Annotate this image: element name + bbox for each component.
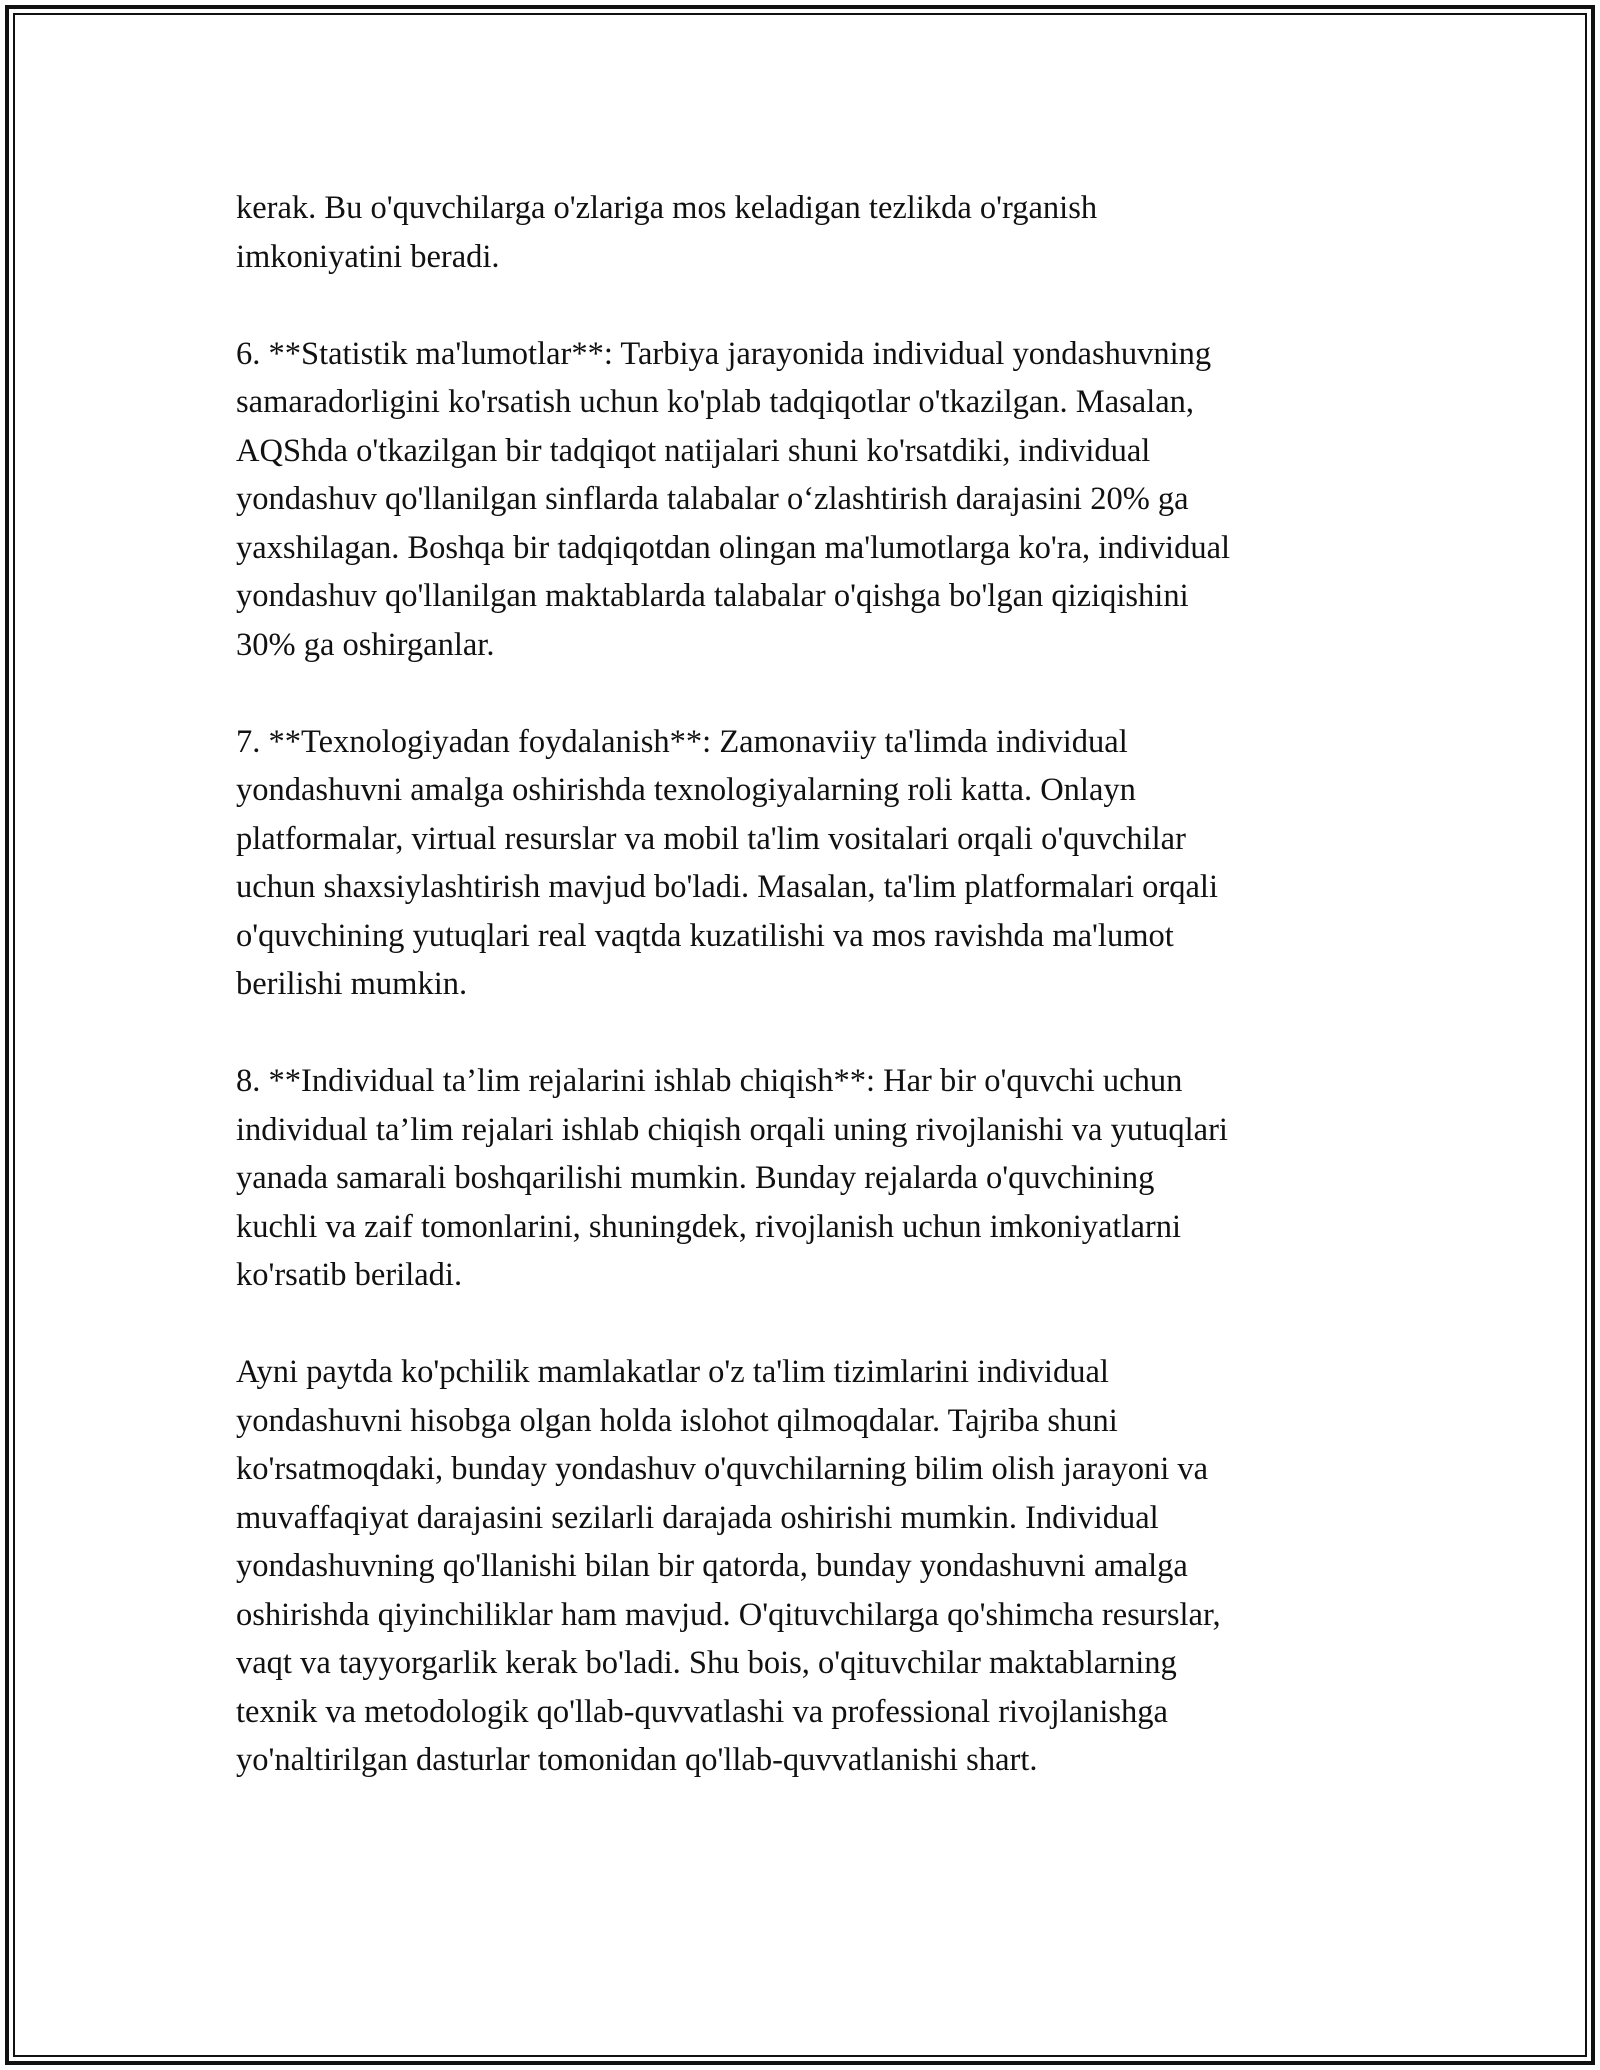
- text-line: uchun shaxsiylashtirish mavjud bo'ladi. Masalan, ta'lim platformalari orqali: [236, 869, 1218, 905]
- paragraph-technology: [236, 718, 1386, 1009]
- text-line: individual ta’lim rejalari ishlab chiqish orqali uning rivojlanishi va yutuqlari: [236, 1111, 1228, 1148]
- text-line: yo'naltirilgan dasturlar tomonidan qo'llab-quvvatlanishi shart.: [236, 1742, 1038, 1778]
- text-line: yondashuvni hisobga olgan holda islohot qilmoqdalar. Tajriba shuni: [236, 1402, 1118, 1439]
- text-line: AQShda o'tkazilgan bir tadqiqot natijalari shuni ko'rsatdiki, individual: [236, 432, 1151, 469]
- text-line: platformalar, virtual resurslar va mobil ta'lim vositalari orqali o'quvchilar: [236, 820, 1186, 857]
- text-line: muvaffaqiyat darajasini sezilarli darajada oshirishi mumkin. Individual: [236, 1499, 1159, 1536]
- text-line: 30% ga oshirganlar.: [236, 626, 495, 663]
- text-line: kuchli va zaif tomonlarini, shuningdek, rivojlanish uchun imkoniyatlarni: [236, 1208, 1182, 1245]
- text-line: 8. **Individual ta’lim rejalarini ishlab chiqish**: Har bir o'quvchi uchun: [236, 1063, 1183, 1099]
- text-line: yaxshilagan. Boshqa bir tadqiqotdan olingan ma'lumotlarga ko'ra, individual: [236, 529, 1231, 566]
- document-body: [236, 184, 1386, 1785]
- text-line: texnik va metodologik qo'llab-quvvatlashi va professional rivojlanishga: [236, 1693, 1168, 1730]
- paragraph-individual-plans: [236, 1057, 1386, 1300]
- text-line: oshirishda qiyinchiliklar ham mavjud. O'qituvchilarga qo'shimcha resurslar,: [236, 1596, 1221, 1633]
- paragraph-statistics: [236, 330, 1386, 670]
- text-line: kerak. Bu o'quvchilarga o'zlariga mos keladigan tezlikda o'rganish: [236, 190, 1098, 226]
- text-line: yondashuvni amalga oshirishda texnologiyalarning roli katta. Onlayn: [236, 772, 1136, 808]
- text-line: ko'rsatib beriladi.: [236, 1257, 463, 1293]
- text-line: vaqt va tayyorgarlik kerak bo'ladi. Shu bois, o'qituvchilar maktablarning: [236, 1645, 1177, 1681]
- text-line: Ayni paytda ko'pchilik mamlakatlar o'z ta'lim tizimlarini individual: [236, 1354, 1109, 1390]
- text-line: yondashuv qo'llanilgan sinflarda talabalar o‘zlashtirish darajasini 20% ga: [236, 481, 1189, 517]
- text-line: yondashuv qo'llanilgan maktablarda talabalar o'qishga bo'lgan qiziqishini: [236, 578, 1189, 614]
- text-line: 6. **Statistik ma'lumotlar**: Tarbiya jarayonida individual yondashuvning: [236, 335, 1212, 372]
- text-line: imkoniyatini beradi.: [236, 238, 500, 275]
- text-line: berilishi mumkin.: [236, 966, 468, 1002]
- paragraph-conclusion: [236, 1348, 1386, 1785]
- paragraph-continuation: [236, 184, 1386, 281]
- text-line: samaradorligini ko'rsatish uchun ko'plab tadqiqotlar o'tkazilgan. Masalan,: [236, 384, 1195, 420]
- text-line: ko'rsatmoqdaki, bunday yondashuv o'quvchilarning bilim olish jarayoni va: [236, 1451, 1209, 1487]
- text-line: yanada samarali boshqarilishi mumkin. Bunday rejalarda o'quvchining: [236, 1160, 1155, 1196]
- text-line: o'quvchining yutuqlari real vaqtda kuzatilishi va mos ravishda ma'lumot: [236, 917, 1174, 954]
- text-line: yondashuvning qo'llanishi bilan bir qatorda, bunday yondashuvni amalga: [236, 1548, 1188, 1584]
- text-line: 7. **Texnologiyadan foydalanish**: Zamonaviiy ta'limda individual: [236, 723, 1128, 760]
